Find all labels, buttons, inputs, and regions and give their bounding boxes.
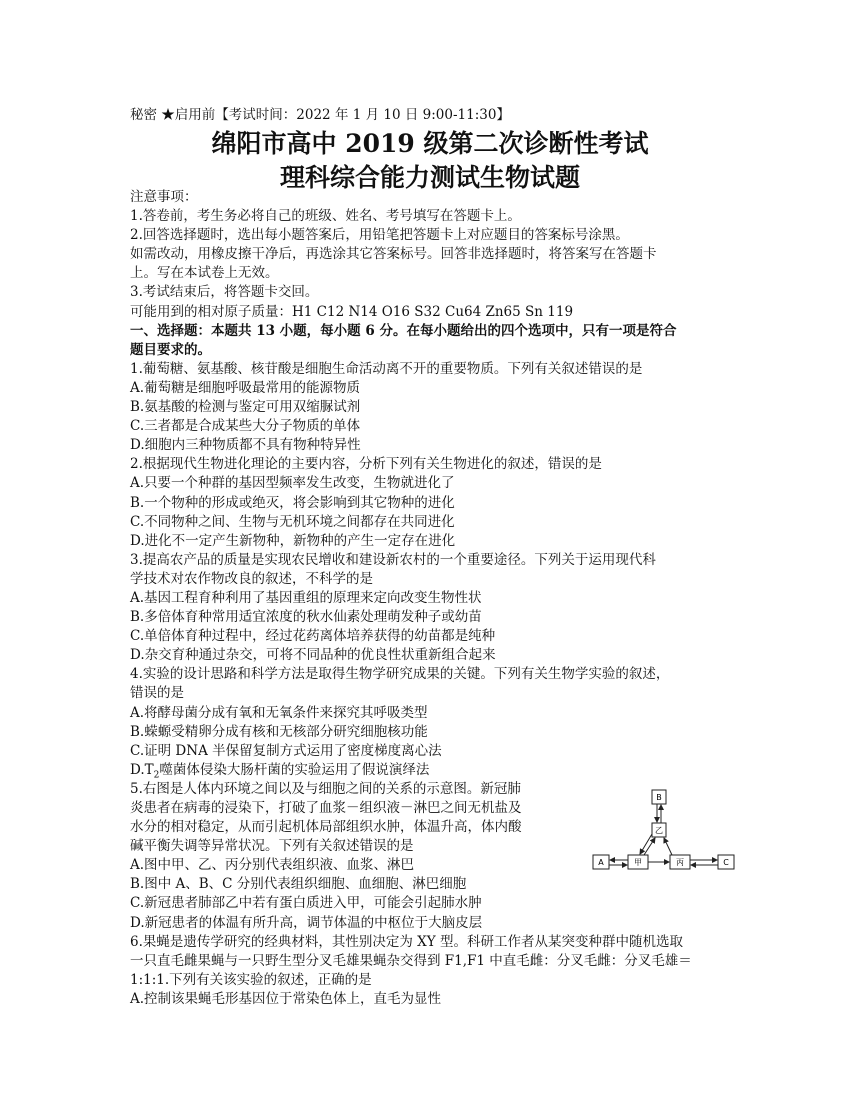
arrow-bing-to-yi <box>664 838 672 855</box>
confidential-header: 秘密 ★启用前【考试时间：2022 年 1 月 10 日 9:00-11:30】 <box>130 107 510 123</box>
q2-option-c: C.不同物种之间、生物与无机环境之间都存在共同进化 <box>130 513 455 530</box>
notes-heading: 注意事项： <box>130 189 198 205</box>
diagram-label-c: C <box>723 858 729 867</box>
q5-option-c: C.新冠患者肺部乙中若有蛋白质进入甲，可能会引起肺水肿 <box>130 895 482 912</box>
q5-stem-2: 炎患者在病毒的浸染下，打破了血浆－组织液－淋巴之间无机盐及 <box>130 800 522 816</box>
q5-stem: 5.右图是人体内环境之间以及与细胞之间的关系的示意图。新冠肺 <box>130 780 521 797</box>
section-heading-cont: 题目要求的。 <box>130 341 211 358</box>
q2-option-a: A.只要一个种群的基因型频率发生改变，生物就进化了 <box>130 475 455 492</box>
note-2-end: 上。写在本试卷上无效。 <box>130 265 279 282</box>
exam-subtitle: 理科综合能力测试生物试题 <box>279 163 580 192</box>
q1-stem: 1.葡萄糖、氨基酸、核苷酸是细胞生命活动离不开的重要物质。下列有关叙述错误的是 <box>130 360 643 377</box>
arrow-jia-to-yi <box>644 838 655 855</box>
q5-option-a: A.图中甲、乙、丙分别代表组织液、血浆、淋巴 <box>130 857 415 874</box>
q5-stem-4: 碱平衡失调等异常状况。下列有关叙述错误的是 <box>130 838 414 855</box>
q4-stem: 4.实验的设计思路和科学方法是取得生物学研究成果的关键。下列有关生物学实验的叙述， <box>130 666 670 683</box>
q3-option-d: D.杂交育种通过杂交，可将不同品种的优良性状重新组合起来 <box>130 647 496 664</box>
q5-option-d: D.新冠患者的体温有所升高，调节体温的中枢位于大脑皮层 <box>130 914 483 931</box>
diagram-label-a: A <box>598 858 604 867</box>
note-1: 1.答卷前，考生务必将自己的班级、姓名、考号填写在答题卡上。 <box>130 208 521 225</box>
diagram-label-yi: 乙 <box>655 826 663 835</box>
q1-option-d: D.细胞内三种物质都不具有物种特异性 <box>130 437 361 454</box>
q2-stem: 2.根据现代生物进化理论的主要内容，分析下列有关生物进化的叙述，错误的是 <box>130 456 602 473</box>
q4-d-text: 噬菌体侵染大肠杆菌的实验运用了假说演绎法 <box>159 761 430 778</box>
body-fluid-diagram-svg <box>592 788 737 888</box>
q6-option-a: A.控制该果蝇毛形基因位于常染色体上，直毛为显性 <box>130 990 442 1007</box>
q3-option-c: C.单倍体育种过程中，经过花药离体培养获得的幼苗都是纯种 <box>130 628 496 645</box>
q1-option-c: C.三者都是合成某些大分子物质的单体 <box>130 418 361 435</box>
q2-option-b: B.一个物种的形成或绝灭，将会影响到其它物种的进化 <box>130 494 455 511</box>
exam-title: 绵阳市高中 2019 级第二次诊断性考试 <box>211 129 649 158</box>
note-2-cont: 如需改动，用橡皮擦干净后，再选涂其它答案标号。回答非选择题时，将答案写在答题卡 <box>130 246 657 263</box>
section-heading: 一、选择题：本题共 13 小题，每小题 6 分。在每小题给出的四个选项中，只有一项是符合 <box>130 322 677 339</box>
diagram-label-jia: 甲 <box>634 858 642 867</box>
q4-d-subscript: 2 <box>153 770 160 781</box>
q2-option-d: D.进化不一定产生新物种，新物种的产生一定存在进化 <box>130 532 456 549</box>
body-fluid-diagram <box>592 788 737 888</box>
q6-stem-3: 1:1:1.下列有关该实验的叙述，正确的是 <box>130 971 372 988</box>
exam-body <box>130 188 730 1009</box>
q4-option-c: C.证明 DNA 半保留复制方式运用了密度梯度离心法 <box>130 742 442 759</box>
q6-stem-2: 一只直毛雌果蝇与一只野生型分叉毛雄果蝇杂交得到 F1,F1 中直毛雌：分叉毛雌：分叉毛雄＝ <box>130 952 692 969</box>
diagram-label-b: B <box>656 793 662 802</box>
q6-stem: 6.果蝇是遗传学研究的经典材料，其性别决定为 XY 型。科研工作者从某突变种群中随机选取 <box>130 933 683 950</box>
diagram-label-bing: 丙 <box>676 858 684 867</box>
q3-stem-cont: 学技术对农作物改良的叙述，不科学的是 <box>130 570 373 587</box>
atomic-masses: 可能用到的相对原子质量：H1 C12 N14 O16 S32 Cu64 Zn65 Sn 119 <box>130 303 574 320</box>
q3-option-b: B.多倍体育种常用适宜浓度的秋水仙素处理萌发种子或幼苗 <box>130 609 482 626</box>
q5-option-b: B.图中 A、B、C 分别代表组织细胞、血细胞、淋巴细胞 <box>130 876 467 893</box>
q4-option-d <box>130 761 730 780</box>
q4-stem-cont: 错误的是 <box>130 685 184 702</box>
note-2: 2.回答选择题时，选出每小题答案后，用铅笔把答题卡上对应题目的答案标号涂黑。 <box>130 227 629 244</box>
q1-option-b: B.氨基酸的检测与鉴定可用双缩脲试剂 <box>130 399 361 416</box>
q3-option-a: A.基因工程育种利用了基因重组的原理来定向改变生物性状 <box>130 589 482 606</box>
q4-d-prefix: D.T <box>130 761 154 778</box>
q1-option-a: A.葡萄糖是细胞呼吸最常用的能源物质 <box>130 379 361 396</box>
q5-stem-3: 水分的相对稳定，从而引起机体局部组织水肿，体温升高，体内酸 <box>130 819 522 836</box>
q4-option-a: A.将酵母菌分成有氧和无氧条件来探究其呼吸类型 <box>130 704 428 721</box>
q3-stem: 3.提高农产品的质量是实现农民增收和建设新农村的一个重要途径。下列关于运用现代科 <box>130 551 656 568</box>
q4-option-b: B.蝾螈受精卵分成有核和无核部分研究细胞核功能 <box>130 723 428 740</box>
note-3: 3.考试结束后，将答题卡交回。 <box>130 284 319 301</box>
